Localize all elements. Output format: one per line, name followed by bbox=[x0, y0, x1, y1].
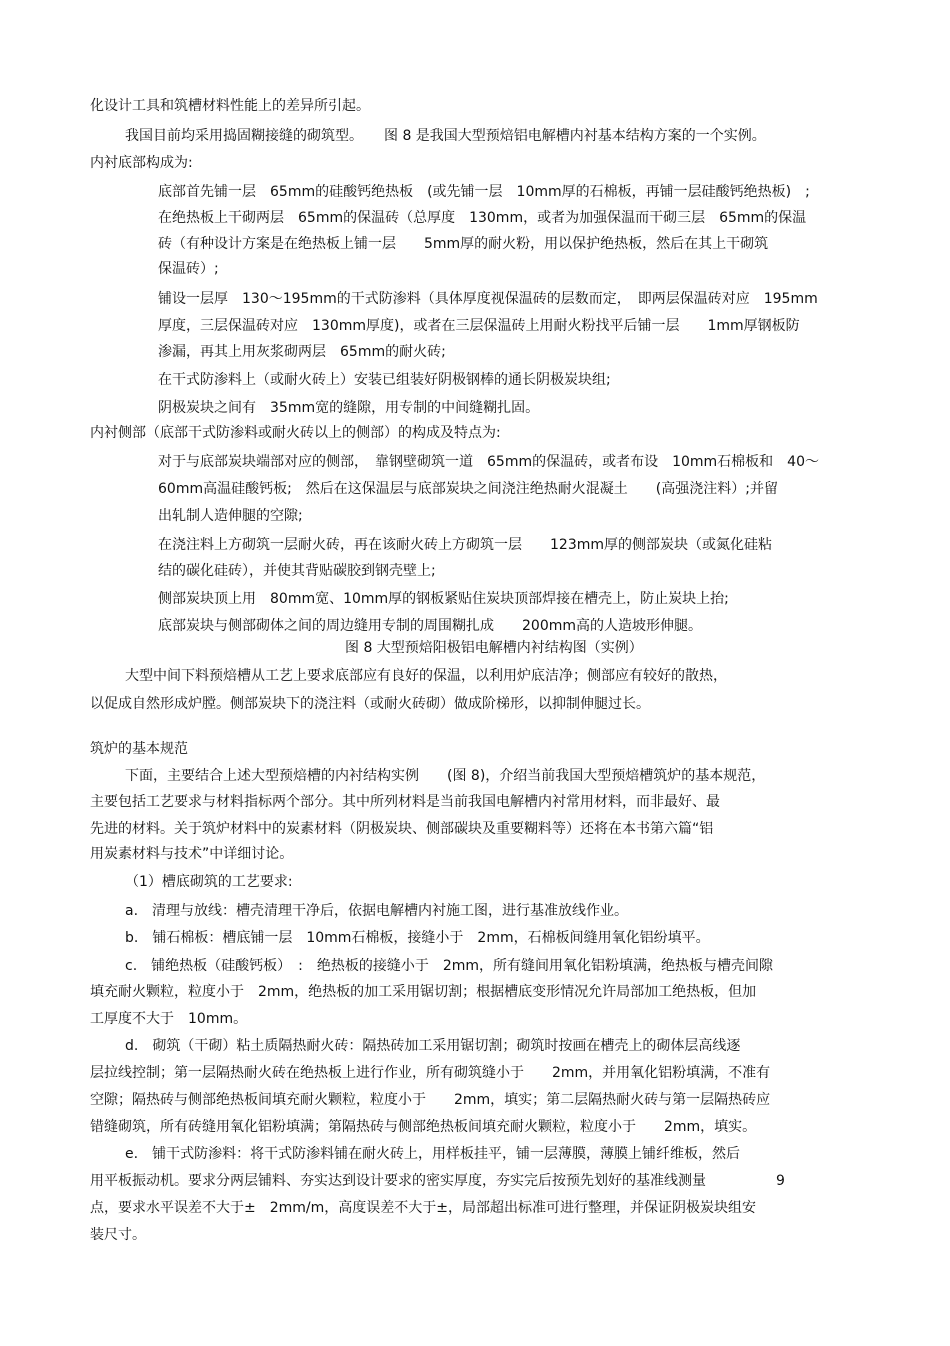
text-line: 底部炭块与侧部砌体之间的周边缝用专制的周围糊扎成 200mm高的人造坡形伸腿。 bbox=[158, 618, 702, 634]
text-line: 主要包括工艺要求与材料指标两个部分。其中所列材料是当前我国电解槽内衬常用材料，而非最好、最 bbox=[90, 794, 720, 810]
text-line: 以促成自然形成炉膛。侧部炭块下的浇注料（或耐火砖砌）做成阶梯形，以抑制伸腿过长。 bbox=[90, 696, 650, 712]
text-line: 在浇注料上方砌筑一层耐火砖，再在该耐火砖上方砌筑一层 123mm厚的侧部炭块（或氮化硅粘 bbox=[158, 537, 772, 553]
text-line: 层拉线控制；第一层隔热耐火砖在绝热板上进行作业，所有砌筑缝小于 2mm，并用氧化铝粉填满，不准有 bbox=[90, 1065, 771, 1081]
figure-caption: 图 8 大型预焙阳极铝电解槽内衬结构图（实例） bbox=[345, 640, 643, 656]
text-line: 渗漏，再其上用灰浆砌两层 65mm的耐火砖; bbox=[158, 344, 446, 360]
text-line: 用炭素材料与技术”中详细讨论。 bbox=[90, 846, 294, 862]
text-line: 空隙；隔热砖与侧部绝热板间填充耐火颗粒，粒度小于 2mm，填实；第二层隔热耐火砖与第一层隔热砖应 bbox=[90, 1092, 771, 1108]
text-line: 保温砖）; bbox=[158, 261, 219, 277]
text-line: 装尺寸。 bbox=[90, 1227, 146, 1243]
text-line: 阴极炭块之间有 35mm宽的缝隙，用专制的中间缝糊扎固。 bbox=[158, 400, 540, 416]
text-line: 大型中间下料预焙槽从工艺上要求底部应有良好的保温，以利用炉底洁净；侧部应有较好的散热， bbox=[125, 668, 727, 684]
text-line: 出轧制人造伸腿的空隙; bbox=[158, 508, 303, 524]
text-line: 结的碳化硅砖），并使其背贴碳胶到钢壳壁上; bbox=[158, 563, 436, 579]
text-line: 厚度，三层保温砖对应 130mm厚度)，或者在三层保温砖上用耐火粉找平后铺一层 1mm厚钢板防 bbox=[158, 318, 800, 334]
text-line: 工厚度不大于 10mm。 bbox=[90, 1011, 248, 1027]
text-line: 我国目前均采用捣固糊接缝的砌筑型。 图 8 是我国大型预焙铝电解槽内衬基本结构方案的一个实例。 bbox=[125, 128, 766, 144]
text-line: d. 砌筑（干砌）粘土质隔热耐火砖：隔热砖加工采用锯切割；砌筑时按画在槽壳上的砌体层高线逐 bbox=[125, 1038, 741, 1054]
text-line: 对于与底部炭块端部对应的侧部， 靠钢壁砌筑一道 65mm的保温砖，或者布设 10mm石棉板和 40～ bbox=[158, 454, 819, 470]
text-line: 用平板振动机。要求分两层铺料、夯实达到设计要求的密实厚度，夯实完后按预先划好的基准线测量 9 bbox=[90, 1173, 785, 1189]
text-line: 化设计工具和筑槽材料性能上的差异所引起。 bbox=[90, 98, 370, 114]
text-line: 内衬底部构成为: bbox=[90, 155, 193, 171]
text-line: 下面，主要结合上述大型预焙槽的内衬结构实例 (图 8)，介绍当前我国大型预焙槽筑炉的基本规范， bbox=[125, 768, 766, 784]
text-line: 在干式防渗料上（或耐火砖上）安装已组装好阴极钢棒的通长阴极炭块组; bbox=[158, 372, 611, 388]
text-line: 内衬侧部（底部干式防渗料或耐火砖以上的侧部）的构成及特点为: bbox=[90, 425, 501, 441]
text-line: e. 铺干式防渗料：将干式防渗料铺在耐火砖上，用样板挂平，铺一层薄膜，薄膜上铺纤维板，然后 bbox=[125, 1146, 741, 1162]
text-line: 铺设一层厚 130～195mm的干式防渗料（具体厚度视保温砖的层数而定， 即两层保温砖对应 195mm bbox=[158, 291, 818, 307]
text-line: 错缝砌筑，所有砖缝用氧化铝粉填满；第隔热砖与侧部绝热板间填充耐火颗粒，粒度小于 2mm，填实。 bbox=[90, 1119, 757, 1135]
text-line: 在绝热板上干砌两层 65mm的保温砖（总厚度 130mm，或者为加强保温而干砌三层 65mm的保温 bbox=[158, 210, 807, 226]
text-line: 点，要求水平误差不大于± 2mm/m，高度误差不大于±，局部超出标准可进行整理，并保证阴极炭块组安 bbox=[90, 1200, 756, 1216]
text-line: 先进的材料。关于筑炉材料中的炭素材料（阴极炭块、侧部碳块及重要糊料等）还将在本书第六篇“铝 bbox=[90, 821, 714, 837]
section-heading: 筑炉的基本规范 bbox=[90, 741, 188, 757]
text-line: 侧部炭块顶上用 80mm宽、10mm厚的钢板紧贴住炭块顶部焊接在槽壳上，防止炭块上抬; bbox=[158, 591, 729, 607]
text-line: b. 铺石棉板：槽底铺一层 10mm石棉板，接缝小于 2mm，石棉板间缝用氧化铝纷填平。 bbox=[125, 930, 710, 946]
text-line: 砖（有种设计方案是在绝热板上铺一层 5mm厚的耐火粉，用以保护绝热板，然后在其上干砌筑 bbox=[158, 236, 769, 252]
text-line: 填充耐火颗粒，粒度小于 2mm，绝热板的加工采用锯切割；根据槽底变形情况允许局部加工绝热板，但加 bbox=[90, 984, 757, 1000]
text-line: 底部首先铺一层 65mm的硅酸钙绝热板 (或先铺一层 10mm厚的石棉板，再铺一层硅酸钙绝热板) ; bbox=[158, 184, 810, 200]
text-line: 60mm高温硅酸钙板; 然后在这保温层与底部炭块之间浇注绝热耐火混凝土 (高强浇注料）;并留 bbox=[158, 481, 778, 497]
subsection-heading: （1）槽底砌筑的工艺要求: bbox=[125, 874, 293, 890]
text-line: a. 清理与放线：槽壳清理干净后，依据电解槽内衬施工图，进行基准放线作业。 bbox=[125, 903, 629, 919]
text-line: c. 铺绝热板（硅酸钙板） : 绝热板的接缝小于 2mm，所有缝间用氧化铝粉填满，绝热板与槽壳间隙 bbox=[125, 958, 774, 974]
